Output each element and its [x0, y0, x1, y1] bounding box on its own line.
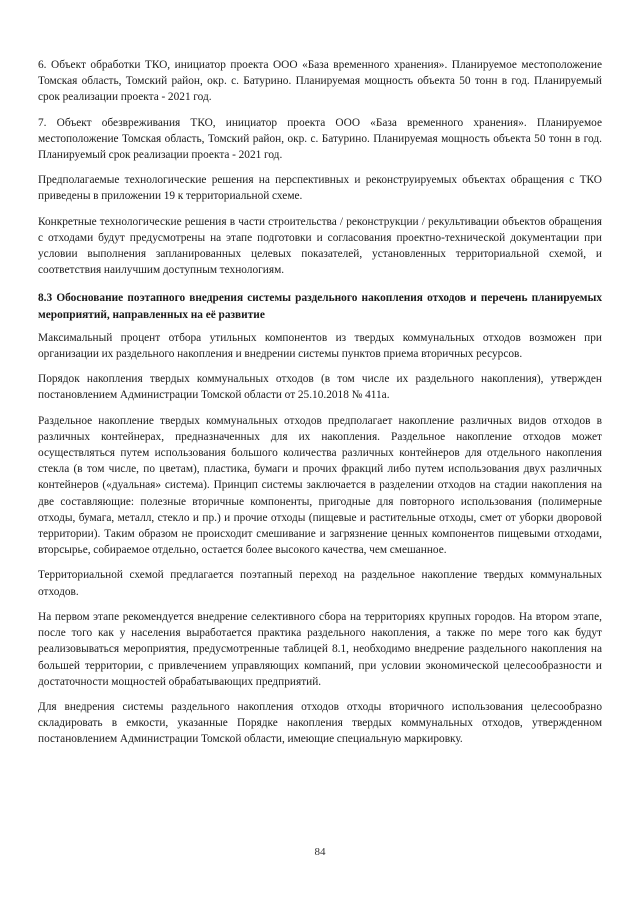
paragraph-max-percent: Максимальный процент отбора утильных компонентов из твердых коммунальных отходов возможен при организации их раздельного накопления и внедрении системы пунктов приема вторичных ресурсов.	[38, 331, 602, 361]
paragraph-phased-transition: Территориальной схемой предлагается поэтапный переход на раздельное накопление твердых коммунальных отходов.	[38, 569, 602, 598]
paragraph-object-6: 6. Объект обработки ТКО, инициатор проекта ООО «База временного хранения». Планируемое местоположение Томская область, Томский район, окр. с. Батурино. Планируемая мощность объекта 50 тонн в год. Планируемый срок реализации проекта - 2021 год.	[38, 59, 602, 104]
section-heading-8-3: 8.3 Обоснование поэтапного внедрения системы раздельного накопления отходов и перечень планируемых мероприятий, направленных на её развитие	[38, 292, 602, 321]
paragraph-tech-solutions: Предполагаемые технологические решения на перспективных и реконструируемых объектах обращения с ТКО приведены в приложении 19 к территориальной схеме.	[38, 174, 602, 203]
paragraph-object-7: 7. Объект обезвреживания ТКО, инициатор проекта ООО «База временного хранения». Планируемое местоположение Томская область, Томский район, окр. с. Батурино. Планируемая мощность объекта 50 тонн в год. Планируемый срок реализации проекта - 2021 год.	[38, 116, 602, 162]
paragraph-separate-collection: Раздельное накопление твердых коммунальных отходов предполагает накопление различных видов отходов в различных контейнерах, предназначенных для их накопления. Раздельное накопление отходов может осуществляться путем использования большого количества различных контейнеров для отдельного накопления стекла (в том числе, по цветам), пластика, бумаги и прочих фракций либо путем использования двух различных контейнеров («дуальная» система). Принцип системы заключается в разделении отходов на стадии накопления на две составляющие: полезные вторичные компоненты, пригодные для повторного использования (полимерные отходы, бумага, металл, стекло и пр.) и прочие отходы (пищевые и растительные отходы, смет от уборки дворовой территории). Таким образом не происходит смешивание и загрязнение ценных компонентов пищевыми отходами, вторсырье, собираемое отдельно, остается более высокого качества, чем смешанное.	[38, 414, 602, 557]
paragraph-first-stage: На первом этапе рекомендуется внедрение селективного сбора на территориях крупных городов. На втором этапе, после того как у населения выработается практика раздельного накопления, а также по мере того как будут реализовываться мероприятия, предусмотренные таблицей 8.1, необходимо внедрение раздельного накопления на большей территории, с привлечением управляющих компаний, при условии экономической целесообразности и достаточности мощностей обрабатывающих предприятий.	[38, 610, 602, 688]
paragraph-containers: Для внедрения системы раздельного накопления отходов отходы вторичного использования целесообразно складировать в емкости, указанные Порядке накопления твердых коммунальных отходов, утвержденном постановлением Администрации Томской области, имеющие специальную маркировку.	[38, 700, 602, 746]
page-number: 84	[314, 846, 326, 858]
document-page	[38, 57, 602, 757]
paragraph-procedure: Порядок накопления твердых коммунальных отходов (в том числе их раздельного накопления), утвержден постановлением Администрации Томской области от 25.10.2018 № 411а.	[38, 373, 602, 402]
paragraph-specific-solutions: Конкретные технологические решения в части строительства / реконструкции / рекультивации объектов обращения с отходами будут предусмотрены на этапе подготовки и согласования проектно-технической документации при условии выполнения запланированных целевых показателей, установленных территориальной схемой, и соответствия наилучшим доступным технологиям.	[38, 215, 602, 277]
